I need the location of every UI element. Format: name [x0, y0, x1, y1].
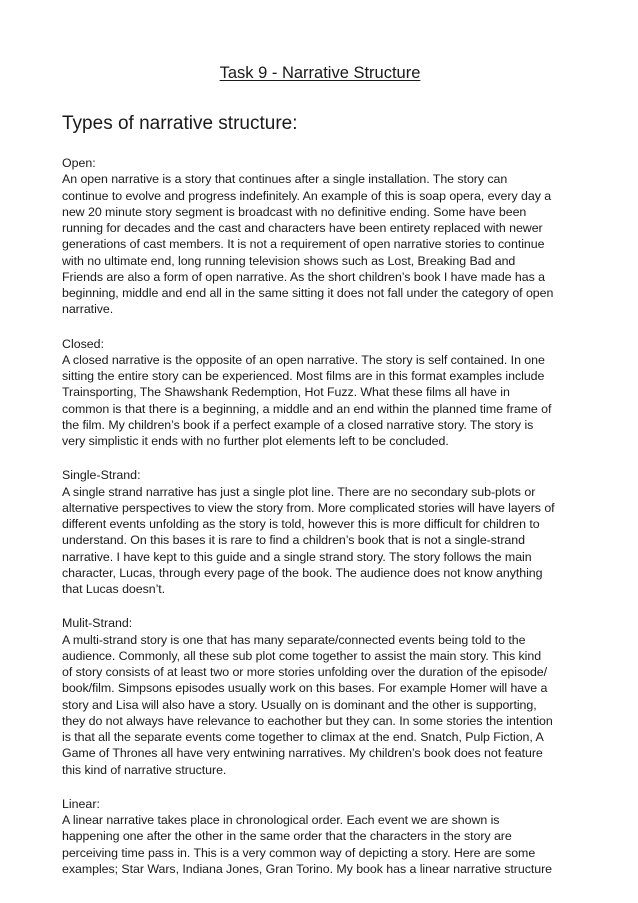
body-line: alternative perspectives to view the story from. More complicated stories will have layers of: [62, 500, 555, 515]
body-line: audience. Commonly, all these sub plot come together to assist the main story. This kind: [62, 648, 542, 663]
section-single-strand: [62, 467, 578, 597]
body-line: character, Lucas, through every page of the book. The audience does not know anything: [62, 565, 543, 580]
body-line: Trainsporting, The Shawshank Redemption, Hot Fuzz. What these films all have in: [62, 385, 510, 400]
body-line: A closed narrative is the opposite of an open narrative. The story is self contained. In one: [62, 352, 545, 367]
section-body: [62, 171, 578, 317]
section-heading: Open:: [62, 156, 96, 170]
section-closed: [62, 336, 578, 450]
body-line: story and Lisa will also have a story. Usually on is dominant and the other is supporting,: [62, 697, 537, 712]
body-line: that Lucas doesn’t.: [62, 582, 166, 596]
body-line: A multi-strand story is one that has many separate/connected events being told to the: [62, 632, 526, 647]
body-line: very simplistic it ends with no further plot elements left to be concluded.: [62, 434, 449, 448]
body-line: narrative. I have kept to this guide and a single strand story. The story follows the main: [62, 549, 532, 564]
body-line: A linear narrative takes place in chronological order. Each event we are shown is: [62, 813, 500, 827]
body-line: examples; Star Wars, Indiana Jones, Gran Torino. My book has a linear narrative structure: [62, 861, 553, 876]
body-line: beginning, middle and end all in the same sitting it does not fall under the category of open: [62, 286, 554, 300]
section-linear: [62, 796, 578, 877]
section-mulit-strand: [62, 615, 578, 778]
body-line: understand. On this bases it is rare to find a children’s book that is not a single-strand: [62, 533, 525, 548]
body-line: different events unfolding as the story is told, however this is more difficult for children to: [62, 517, 540, 531]
body-line: Friends are also a form of open narrative. As the short children’s book I have made has a: [62, 269, 545, 284]
body-line: happening one after the other in the same order that the characters in the story are: [62, 829, 512, 844]
section-body: [62, 352, 578, 450]
body-line: the film. My children’s book if a perfect example of a closed narrative story. The story is: [62, 417, 534, 432]
body-line: An open narrative is a story that continues after a single installation. The story can: [62, 172, 508, 187]
section-heading: Mulit-Strand:: [62, 616, 133, 631]
body-line: with no ultimate end, long running television shows such as Lost, Breaking Bad and: [62, 253, 516, 268]
section-body: [62, 484, 578, 598]
body-line: perceiving time pass in. This is a very common way of depicting a story. Here are some: [62, 845, 536, 860]
body-line: running for decades and the cast and characters have been entirety replaced with newer: [62, 221, 543, 235]
body-line: they do not always have relevance to eachother but they can. In some stories the intention: [62, 713, 553, 728]
page-subtitle: Types of narrative structure:: [62, 113, 298, 134]
body-line: Game of Thrones all have very entwining narratives. My children’s book does not feature: [62, 746, 543, 761]
body-line: narrative.: [62, 302, 114, 317]
body-line: continue to evolve and progress indefinitely. An example of this is soap opera, every day a: [62, 188, 552, 203]
body-line: new 20 minute story segment is broadcast with no definitive ending. Some have been: [62, 204, 527, 219]
body-line: common is that there is a beginning, a middle and an end within the planned time frame of: [62, 401, 552, 416]
section-heading: Single-Strand:: [62, 468, 141, 483]
body-line: this kind of narrative structure.: [62, 762, 227, 777]
body-line: of story consists of at least two or more stories unfolding over the duration of the episode/: [62, 665, 548, 679]
section-heading: Closed:: [62, 336, 105, 351]
body-line: book/film. Simpsons episodes usually work on this bases. For example Homer will have a: [62, 681, 548, 696]
body-line: sitting the entire story can be experienced. Most films are in this format examples include: [62, 369, 545, 383]
page-title: Task 9 - Narrative Structure: [219, 64, 421, 82]
section-body: [62, 812, 578, 877]
body-line: A single strand narrative has just a single plot line. There are no secondary sub-plots or: [62, 484, 536, 499]
section-body: [62, 632, 578, 778]
body-line: generations of cast members. It is not a requirement of open narrative stories to continue: [62, 237, 545, 252]
section-open: [62, 155, 578, 318]
sections-container: [62, 155, 578, 877]
section-heading: Linear:: [62, 796, 100, 811]
body-line: is that all the separate events come together to climax at the end. Snatch, Pulp Fiction, A: [62, 730, 544, 744]
